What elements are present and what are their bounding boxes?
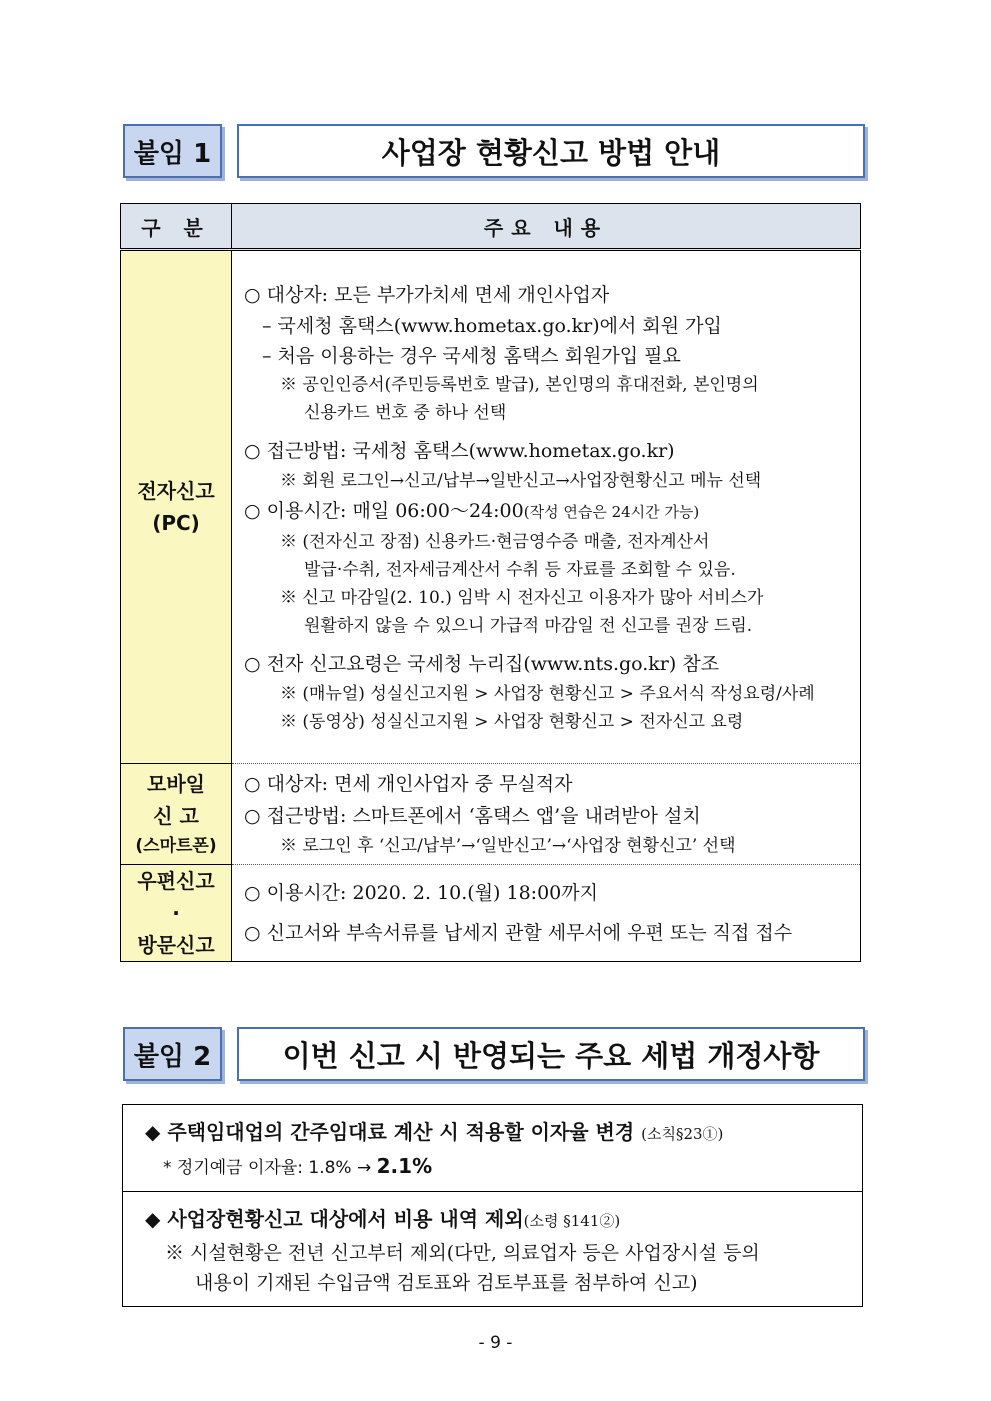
- content-line: ○ 대상자: 모든 부가가치세 면세 개인사업자: [244, 283, 610, 306]
- change-detail: ※ 시설현황은 전년 신고부터 제외(다만, 의료업자 등은 사업장시설 등의: [165, 1242, 760, 1264]
- category-label: (PC): [152, 511, 200, 535]
- attachment-1-tag: 붙임 1: [123, 124, 222, 178]
- category-label: ·: [172, 901, 180, 925]
- content-line: ※ 로그인 후 ‘신고/납부’→‘일반신고’→‘사업장 현황신고’ 선택: [280, 836, 736, 856]
- category-label: (스마트폰): [135, 836, 217, 856]
- content-line: ※ (전자신고 장점) 신용카드·현금영수증 매출, 전자계산서: [280, 531, 710, 552]
- change-title: ◆ 사업장현황신고 대상에서 비용 내역 제외: [145, 1207, 524, 1231]
- attachment-2-tag: 붙임 2: [123, 1027, 222, 1081]
- change-reference: (소칙§23①): [641, 1125, 724, 1143]
- content-line: ※ (매뉴얼) 성실신고지원 > 사업장 현황신고 > 주요서식 작성요령/사례: [280, 683, 815, 704]
- category-mobile: [121, 764, 232, 865]
- content-line: – 국세청 홈택스(www.hometax.go.kr)에서 회원 가입: [262, 314, 722, 337]
- category-label: 방문신고: [137, 933, 215, 957]
- usage-hours-note: (작성 연습은 24시간 가능): [523, 502, 700, 521]
- content-line: 발급·수취, 전자세금계산서 수취 등 자료를 조회할 수 있음.: [304, 559, 736, 580]
- content-postal: [232, 865, 861, 962]
- category-label: 전자신고: [137, 479, 215, 503]
- change-item: [123, 1191, 862, 1306]
- content-line: ※ 회원 로그인→신고/납부→일반신고→사업장현황신고 메뉴 선택: [280, 470, 762, 491]
- content-line: ※ (동영상) 성실신고지원 > 사업장 현황신고 > 전자신고 요령: [280, 711, 744, 732]
- change-heading: [145, 1202, 842, 1238]
- header-content: 주요 내용: [232, 204, 861, 250]
- filing-methods-table: [120, 203, 861, 962]
- attachment-2-title: 이번 신고 시 반영되는 주요 세법 개정사항: [237, 1027, 865, 1081]
- category-postal: [121, 865, 232, 962]
- content-electronic: [232, 250, 861, 764]
- page-number: - 9 -: [478, 1333, 513, 1353]
- content-mobile: [232, 764, 861, 865]
- new-rate: 2.1%: [376, 1154, 433, 1178]
- rate-detail: * 정기예금 이자율: 1.8% →: [163, 1158, 372, 1178]
- table-header-row: [121, 204, 861, 250]
- content-line: ○ 이용시간: 2020. 2. 10.(월) 18:00까지: [244, 882, 598, 904]
- content-line: ※ 신고 마감일(2. 10.) 임박 시 전자신고 이용자가 많아 서비스가: [280, 587, 764, 608]
- content-line: 원활하지 않을 수 있으니 가급적 마감일 전 신고를 권장 드림.: [304, 615, 753, 636]
- category-electronic: [121, 250, 232, 764]
- attachment-1-title: 사업장 현황신고 방법 안내: [237, 124, 865, 178]
- content-line: [244, 495, 860, 528]
- content-line: ○ 접근방법: 스마트폰에서 ‘홈택스 앱’을 내려받아 설치: [244, 805, 701, 827]
- change-reference: (소령 §141②): [523, 1212, 621, 1230]
- usage-hours: ○ 이용시간: 매일 06:00～24:00: [244, 499, 524, 522]
- table-row-postal: [121, 865, 861, 962]
- change-title: ◆ 주택임대업의 간주임대료 계산 시 적용할 이자율 변경: [145, 1120, 635, 1144]
- header-category: 구 분: [121, 204, 232, 250]
- category-label: 모바일: [147, 772, 205, 796]
- change-detail: 내용이 기재된 수입금액 검토표와 검토부표를 첨부하여 신고): [195, 1272, 698, 1294]
- table-row-electronic: [121, 250, 861, 764]
- content-line: ○ 전자 신고요령은 국세청 누리집(www.nts.go.kr) 참조: [244, 652, 720, 675]
- table-row-mobile: [121, 764, 861, 865]
- category-label: 우편신고: [137, 869, 215, 893]
- content-line: ○ 신고서와 부속서류를 납세지 관할 세무서에 우편 또는 직접 접수: [244, 922, 793, 944]
- tax-law-changes-box: [122, 1104, 863, 1307]
- content-line: – 처음 이용하는 경우 국세청 홈택스 회원가입 필요: [262, 344, 681, 367]
- change-detail: [145, 1151, 842, 1183]
- change-item: [123, 1105, 862, 1191]
- category-label: 신 고: [153, 804, 199, 828]
- content-line: ※ 공인인증서(주민등록번호 발급), 본인명의 휴대전화, 본인명의: [280, 374, 759, 395]
- change-heading: [145, 1115, 842, 1151]
- content-line: 신용카드 번호 중 하나 선택: [304, 402, 507, 423]
- content-line: ○ 대상자: 면세 개인사업자 중 무실적자: [244, 773, 573, 795]
- content-line: ○ 접근방법: 국세청 홈택스(www.hometax.go.kr): [244, 439, 675, 462]
